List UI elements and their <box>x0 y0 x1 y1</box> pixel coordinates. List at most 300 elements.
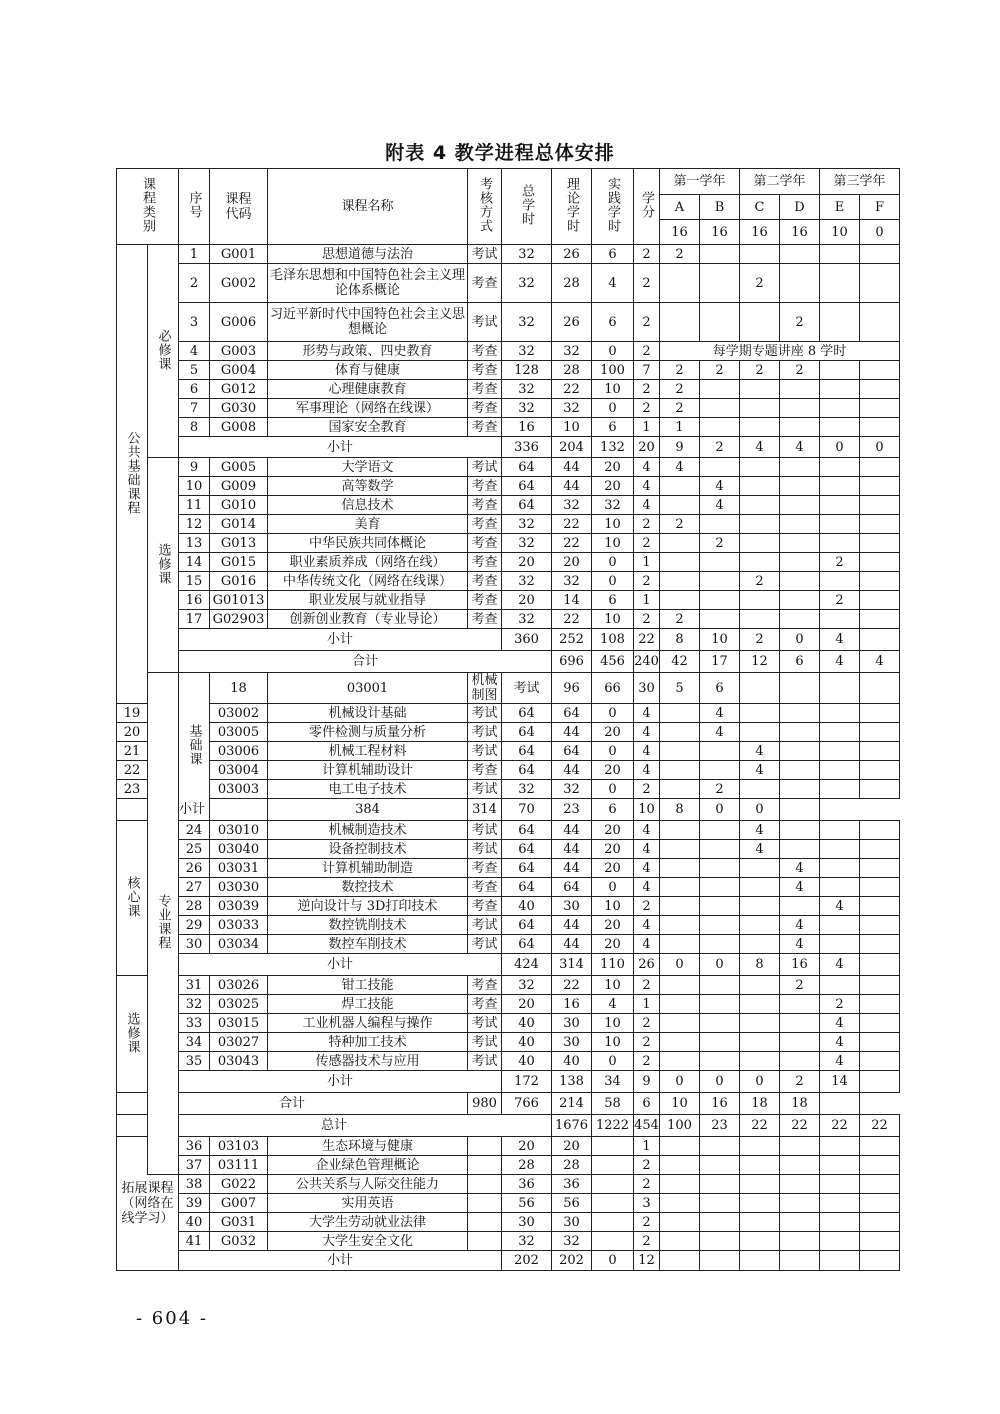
sum-row <box>117 651 900 673</box>
summary-hours: 314 <box>552 954 592 976</box>
practice-hours: 20 <box>592 761 634 780</box>
total-hours: 32 <box>502 380 552 399</box>
semester-hours <box>860 458 900 477</box>
semester-hours <box>860 976 900 995</box>
row-no: 13 <box>179 534 210 553</box>
semester-hours <box>660 1213 700 1232</box>
exam-method <box>468 1156 502 1175</box>
total-hours: 28 <box>502 1156 552 1175</box>
theory-hours: 56 <box>552 1194 592 1213</box>
subtotal-row <box>117 954 900 976</box>
exam-method: 考查 <box>468 264 502 303</box>
semester-hours: 12 <box>740 651 780 673</box>
header-year1: 第一学年 <box>660 169 740 195</box>
semester-hours <box>820 976 860 995</box>
credit: 2 <box>634 976 660 995</box>
semester-hours <box>780 995 820 1014</box>
group-public <box>117 245 148 704</box>
semester-hours <box>780 264 820 303</box>
semester-hours <box>820 916 860 935</box>
semester-hours <box>860 954 900 976</box>
semester-hours <box>820 1156 860 1175</box>
exam-method: 考试 <box>468 821 502 840</box>
semester-hours <box>700 1194 740 1213</box>
total-hours: 40 <box>502 1033 552 1052</box>
exam-method: 考试 <box>468 1033 502 1052</box>
summary-hours: 202 <box>552 1251 592 1271</box>
summary-hours: 456 <box>592 651 634 673</box>
header-code: 课程代码 <box>210 169 268 245</box>
semester-hours <box>660 1156 700 1175</box>
practice-hours <box>592 1213 634 1232</box>
practice-hours: 6 <box>592 303 634 342</box>
table-row <box>117 1175 900 1194</box>
course-code: 03103 <box>210 1137 268 1156</box>
semester-hours <box>740 303 780 342</box>
table-row <box>117 840 900 859</box>
row-no: 21 <box>117 742 148 761</box>
practice-hours: 20 <box>592 821 634 840</box>
total-hours: 16 <box>502 418 552 437</box>
semester-hours <box>780 723 820 742</box>
total-hours: 32 <box>502 399 552 418</box>
semester-hours: 6 <box>634 1093 660 1115</box>
theory-hours: 64 <box>552 742 592 761</box>
exam-method: 考试 <box>468 704 502 723</box>
group-professional-label: 专业课程 <box>155 894 171 950</box>
exam-method: 考查 <box>468 995 502 1014</box>
semester-hours <box>700 916 740 935</box>
semester-hours <box>820 1137 860 1156</box>
header-year2: 第二学年 <box>740 169 820 195</box>
practice-hours: 20 <box>592 477 634 496</box>
group-basic-label: 基础课 <box>186 724 202 766</box>
semester-hours <box>820 264 860 303</box>
semester-hours <box>660 591 700 610</box>
table-row <box>117 553 900 572</box>
semester-hours <box>820 1194 860 1213</box>
group-pelective <box>117 976 148 1093</box>
practice-hours: 20 <box>592 458 634 477</box>
semester-hours: 4 <box>780 859 820 878</box>
course-name: 工业机器人编程与操作 <box>268 1014 468 1033</box>
semester-hours <box>700 399 740 418</box>
course-name: 高等数学 <box>268 477 468 496</box>
semester-hours <box>700 458 740 477</box>
credit: 2 <box>634 1156 660 1175</box>
course-name: 计算机辅助设计 <box>268 761 468 780</box>
credit: 4 <box>634 840 660 859</box>
course-code: G009 <box>210 477 268 496</box>
semester-hours <box>700 821 740 840</box>
theory-hours: 40 <box>552 1052 592 1071</box>
practice-hours: 0 <box>592 704 634 723</box>
semester-hours <box>660 1232 700 1251</box>
group-elective-label: 选修课 <box>155 542 171 585</box>
semester-hours <box>740 418 780 437</box>
semester-hours <box>820 399 860 418</box>
semester-hours <box>860 399 900 418</box>
exam-method <box>468 1137 502 1156</box>
course-name: 计算机辅助制造 <box>268 859 468 878</box>
semester-hours <box>860 1033 900 1052</box>
semester-hours <box>740 458 780 477</box>
exam-method: 考查 <box>468 418 502 437</box>
semester-hours: 4 <box>740 437 780 458</box>
theory-hours: 44 <box>552 840 592 859</box>
theory-hours: 28 <box>552 361 592 380</box>
total-hours: 96 <box>552 673 592 704</box>
row-no: 33 <box>179 1014 210 1033</box>
semester-hours <box>740 610 780 629</box>
total-hours: 32 <box>502 780 552 799</box>
table-row <box>117 1033 900 1052</box>
course-name: 特种加工技术 <box>268 1033 468 1052</box>
table-row <box>117 418 900 437</box>
course-code: 03005 <box>210 723 268 742</box>
table-row <box>117 673 900 704</box>
total-hours: 36 <box>502 1175 552 1194</box>
semester-hours <box>740 916 780 935</box>
exam-method: 考查 <box>468 897 502 916</box>
table-row <box>117 264 900 303</box>
table-row <box>117 976 900 995</box>
sum-row <box>117 1093 900 1115</box>
header-category: 课程类别 <box>117 169 179 245</box>
semester-hours <box>780 534 820 553</box>
course-code: G013 <box>210 534 268 553</box>
theory-hours: 10 <box>552 418 592 437</box>
semester-hours <box>820 572 860 591</box>
summary-hours: 138 <box>552 1071 592 1093</box>
table-row <box>117 245 900 264</box>
course-name: 大学生劳动就业法律 <box>268 1213 468 1232</box>
course-name: 大学生安全文化 <box>268 1232 468 1251</box>
semester-hours <box>860 496 900 515</box>
total-hours: 64 <box>502 916 552 935</box>
semester-hours <box>820 303 860 342</box>
table-row <box>117 916 900 935</box>
semester-hours <box>820 704 860 723</box>
practice-hours: 10 <box>592 1033 634 1052</box>
credit: 5 <box>660 673 700 704</box>
semester-hours <box>860 673 900 704</box>
group-public-label: 公共基础课程 <box>124 430 140 515</box>
weeks-f: 0 <box>860 220 900 245</box>
weeks-c: 16 <box>740 220 780 245</box>
semester-hours: 4 <box>660 458 700 477</box>
course-name: 信息技术 <box>268 496 468 515</box>
row-no: 14 <box>179 553 210 572</box>
course-name: 机械制造技术 <box>268 821 468 840</box>
table-row <box>117 1052 900 1071</box>
semester-hours <box>660 780 700 799</box>
summary-hours: 336 <box>502 437 552 458</box>
practice-hours: 20 <box>592 935 634 954</box>
practice-hours: 0 <box>592 742 634 761</box>
table-row <box>117 704 900 723</box>
semester-hours <box>860 761 900 780</box>
total-hours: 56 <box>502 1194 552 1213</box>
summary-hours: 1222 <box>592 1115 634 1137</box>
summary-hours: 980 <box>468 1093 502 1115</box>
semester-hours: 2 <box>740 264 780 303</box>
table-row <box>117 1213 900 1232</box>
practice-hours: 10 <box>592 380 634 399</box>
summary-hours: 100 <box>660 1115 700 1137</box>
semester-hours <box>860 572 900 591</box>
course-code: 03031 <box>210 859 268 878</box>
practice-hours: 10 <box>592 515 634 534</box>
summary-hours: 110 <box>592 954 634 976</box>
credit: 2 <box>634 245 660 264</box>
semester-hours: 2 <box>660 399 700 418</box>
summary-hours: 384 <box>268 799 468 821</box>
semester-hours <box>780 742 820 761</box>
total-hours: 32 <box>502 264 552 303</box>
exam-method: 考试 <box>468 916 502 935</box>
practice-hours: 0 <box>592 1052 634 1071</box>
theory-hours: 44 <box>552 935 592 954</box>
page-title: 附表 4 教学进程总体安排 <box>385 142 615 164</box>
course-name: 机械工程材料 <box>268 742 468 761</box>
semester-hours <box>700 245 740 264</box>
subtotal-label: 小计 <box>179 1071 502 1093</box>
row-no: 12 <box>179 515 210 534</box>
total-hours: 64 <box>502 723 552 742</box>
course-code: 03043 <box>210 1052 268 1071</box>
header-name: 课程名称 <box>268 169 468 245</box>
semester-hours <box>740 878 780 897</box>
table-row <box>117 361 900 380</box>
semester-hours: 4 <box>700 704 740 723</box>
semester-hours: 1 <box>660 418 700 437</box>
table-row <box>117 572 900 591</box>
total-hours: 64 <box>502 859 552 878</box>
group-extension: 拓展课程（网络在线学习） <box>117 1137 179 1271</box>
practice-hours <box>592 1194 634 1213</box>
semester-hours: 2 <box>700 780 740 799</box>
course-name: 电工电子技术 <box>268 780 468 799</box>
semester-hours <box>660 723 700 742</box>
semester-hours <box>660 534 700 553</box>
semester-hours <box>700 1137 740 1156</box>
table-row <box>117 1232 900 1251</box>
row-no: 32 <box>179 995 210 1014</box>
semester-hours: 2 <box>740 361 780 380</box>
course-name: 企业绿色管理概论 <box>268 1156 468 1175</box>
total-hours: 20 <box>502 995 552 1014</box>
course-name: 实用英语 <box>268 1194 468 1213</box>
credit: 4 <box>634 704 660 723</box>
semester-hours <box>700 1033 740 1052</box>
total-hours: 64 <box>502 496 552 515</box>
practice-hours: 10 <box>592 610 634 629</box>
semester-hours <box>700 1156 740 1175</box>
semester-hours: 8 <box>660 799 700 821</box>
credit: 2 <box>634 897 660 916</box>
course-code: G002 <box>210 264 268 303</box>
subtotal-label: 小计 <box>179 629 502 651</box>
semester-hours <box>740 673 780 704</box>
semester-hours <box>820 780 860 799</box>
table-row <box>117 878 900 897</box>
subtotal-label: 小计 <box>179 1251 502 1271</box>
semester-hours <box>860 534 900 553</box>
semester-hours: 2 <box>700 361 740 380</box>
exam-method: 考查 <box>468 553 502 572</box>
course-code: 03027 <box>210 1033 268 1052</box>
row-no: 16 <box>179 591 210 610</box>
summary-hours: 12 <box>634 1251 660 1271</box>
row-no: 2 <box>179 264 210 303</box>
semester-hours <box>740 1232 780 1251</box>
semester-hours <box>700 303 740 342</box>
theory-hours: 22 <box>552 380 592 399</box>
semester-hours <box>820 610 860 629</box>
semester-e: E <box>820 195 860 220</box>
semester-hours <box>860 723 900 742</box>
semester-hours <box>700 1213 740 1232</box>
semester-hours <box>860 878 900 897</box>
practice-hours: 0 <box>592 878 634 897</box>
exam-method: 考查 <box>468 878 502 897</box>
semester-hours <box>700 1251 740 1271</box>
group-core <box>117 821 148 976</box>
semester-hours <box>700 1232 740 1251</box>
total-hours: 32 <box>502 976 552 995</box>
semester-hours <box>740 780 780 799</box>
row-no: 23 <box>117 780 148 799</box>
summary-hours: 240 <box>634 651 660 673</box>
theory-hours: 32 <box>552 780 592 799</box>
semester-hours: 2 <box>660 245 700 264</box>
semester-hours <box>660 1033 700 1052</box>
summary-hours: 42 <box>660 651 700 673</box>
row-no: 31 <box>179 976 210 995</box>
table-row <box>117 1156 900 1175</box>
total-hours: 64 <box>502 878 552 897</box>
row-no: 11 <box>179 496 210 515</box>
exam-method <box>468 1175 502 1194</box>
theory-hours: 22 <box>552 515 592 534</box>
semester-hours <box>740 1213 780 1232</box>
semester-hours <box>820 515 860 534</box>
semester-hours <box>860 553 900 572</box>
exam-method: 考试 <box>468 245 502 264</box>
practice-hours: 6 <box>592 591 634 610</box>
total-hours: 64 <box>502 704 552 723</box>
theory-hours: 44 <box>552 916 592 935</box>
semester-hours <box>860 629 900 651</box>
semester-hours <box>780 673 820 704</box>
semester-hours <box>860 1137 900 1156</box>
summary-hours: 766 <box>502 1093 552 1115</box>
semester-hours <box>700 897 740 916</box>
semester-hours <box>780 897 820 916</box>
header-year3: 第三学年 <box>820 169 900 195</box>
semester-hours: 2 <box>780 1071 820 1093</box>
course-code: G010 <box>210 496 268 515</box>
semester-hours <box>860 821 900 840</box>
course-name: 逆向设计与 3D打印技术 <box>268 897 468 916</box>
row-no: 6 <box>179 380 210 399</box>
subtotal-row <box>117 437 900 458</box>
semester-hours <box>740 515 780 534</box>
theory-hours: 44 <box>552 761 592 780</box>
row-no: 41 <box>179 1232 210 1251</box>
course-code: G012 <box>210 380 268 399</box>
semester-b: B <box>700 195 740 220</box>
credit: 2 <box>634 515 660 534</box>
total-hours: 32 <box>502 1232 552 1251</box>
semester-hours <box>700 553 740 572</box>
course-name: 创新创业教育（专业导论） <box>268 610 468 629</box>
credit: 4 <box>634 723 660 742</box>
credit: 2 <box>634 534 660 553</box>
semester-hours <box>780 245 820 264</box>
course-name: 机械设计基础 <box>268 704 468 723</box>
course-code: G007 <box>210 1194 268 1213</box>
semester-hours <box>860 897 900 916</box>
exam-method: 考查 <box>468 534 502 553</box>
theory-hours: 20 <box>552 1137 592 1156</box>
practice-hours <box>592 1175 634 1194</box>
course-code: 03002 <box>210 704 268 723</box>
row-no: 40 <box>179 1213 210 1232</box>
semester-hours <box>820 361 860 380</box>
semester-hours <box>860 1052 900 1071</box>
semester-hours: 4 <box>740 761 780 780</box>
subtotal-row <box>117 1251 900 1271</box>
theory-hours: 32 <box>552 1232 592 1251</box>
theory-hours: 32 <box>552 342 592 361</box>
course-code: G032 <box>210 1232 268 1251</box>
practice-hours: 100 <box>592 361 634 380</box>
practice-hours: 0 <box>592 342 634 361</box>
credit: 2 <box>634 1175 660 1194</box>
semester-hours: 8 <box>660 629 700 651</box>
semester-hours <box>820 1093 860 1115</box>
course-name: 公共关系与人际交往能力 <box>268 1175 468 1194</box>
semester-hours <box>860 859 900 878</box>
credit: 2 <box>634 572 660 591</box>
semester-hours <box>780 704 820 723</box>
table-row <box>117 399 900 418</box>
row-no: 4 <box>179 342 210 361</box>
course-name: 体育与健康 <box>268 361 468 380</box>
course-code: G003 <box>210 342 268 361</box>
total-hours: 20 <box>502 1137 552 1156</box>
semester-hours <box>860 1014 900 1033</box>
semester-hours: 2 <box>780 361 820 380</box>
exam-method: 考查 <box>468 515 502 534</box>
credit: 2 <box>634 399 660 418</box>
semester-hours: 2 <box>660 610 700 629</box>
semester-hours <box>740 935 780 954</box>
practice-hours: 32 <box>592 496 634 515</box>
semester-hours <box>820 840 860 859</box>
course-code: 03111 <box>210 1156 268 1175</box>
semester-hours: 2 <box>660 380 700 399</box>
summary-hours: 424 <box>502 954 552 976</box>
total-hours: 20 <box>502 553 552 572</box>
row-no: 22 <box>117 761 148 780</box>
exam-method: 考查 <box>468 380 502 399</box>
semester-hours <box>780 1033 820 1052</box>
course-name: 机械制图 <box>468 673 502 704</box>
summary-hours: 9 <box>634 1071 660 1093</box>
